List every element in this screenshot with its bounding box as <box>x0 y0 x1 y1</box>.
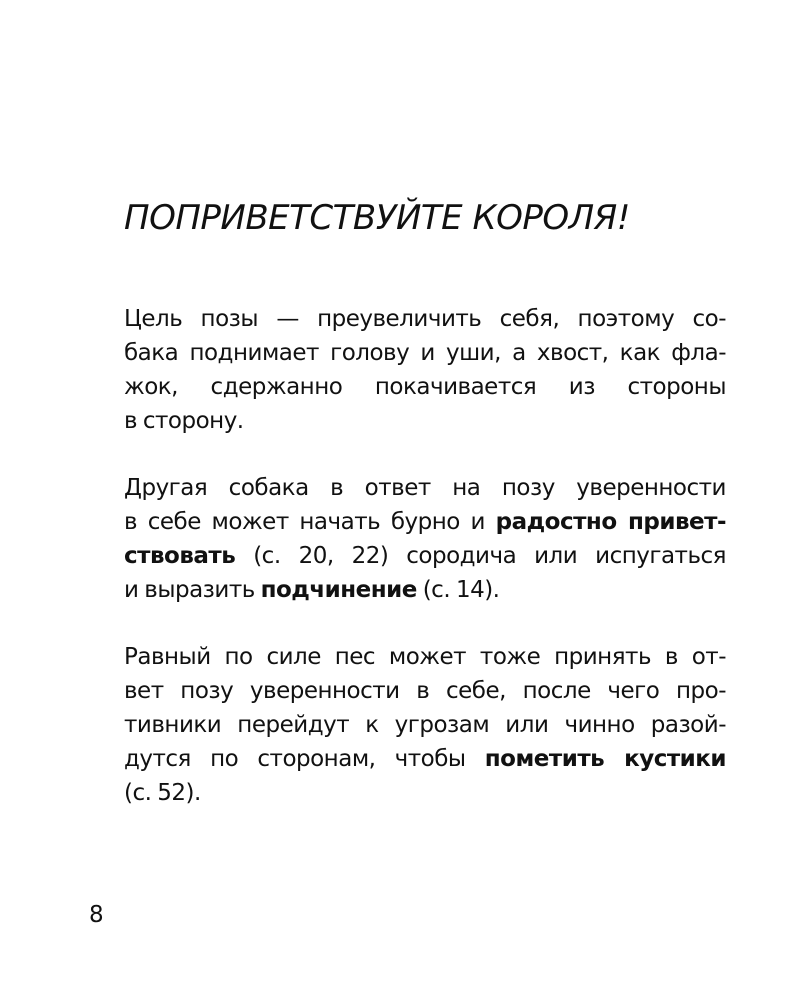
paragraph-3-text: дутся по сторонам, чтобы <box>124 746 485 772</box>
emphasis-greet-joyfully: радостно привет- <box>495 509 726 535</box>
paragraph-3-line-2: вет позу уверенности в себе, после чего про- <box>124 678 726 704</box>
paragraph-3-line-5: (с. 52). <box>124 780 201 806</box>
emphasis-mark-bushes: пометить кустики <box>484 746 726 772</box>
paragraph-3-line-3: тивники перейдут к угрозам или чинно разой- <box>124 712 726 738</box>
paragraph-3-line-1: Равный по силе пес может тоже принять в от- <box>124 644 726 670</box>
paragraph-2-text: и выразить <box>124 577 261 603</box>
paragraph-3 <box>124 640 726 810</box>
paragraph-1-line-1: Цель позы — преувеличить себя, поэтому со- <box>124 306 726 332</box>
page-title: ПОПРИВЕТСТВУЙТЕ КОРОЛЯ! <box>124 198 630 238</box>
paragraph-1-line-4: в сторону. <box>124 408 244 434</box>
paragraph-2-line-4 <box>124 573 726 607</box>
paragraph-1-line-3: жок, сдержанно покачивается из стороны <box>124 374 726 400</box>
emphasis-greet-joyfully-cont: ствовать <box>124 543 236 569</box>
paragraph-2-text: в себе может начать бурно и <box>124 509 496 535</box>
paragraph-2 <box>124 471 726 607</box>
paragraph-1-line-2: бака поднимает голову и уши, а хвост, как фла- <box>124 340 726 366</box>
paragraph-2-text: (с. 20, 22) сородича или испугаться <box>235 543 726 569</box>
paragraph-2-line-1: Другая собака в ответ на позу уверенности <box>124 475 726 501</box>
paragraph-2-text: (с. 14). <box>416 577 500 603</box>
paragraph-3-line-4 <box>124 742 726 776</box>
emphasis-submission: подчинение <box>260 577 417 603</box>
paragraph-2-line-3 <box>124 539 726 573</box>
page-number: 8 <box>89 902 104 928</box>
paragraph-1 <box>124 302 726 438</box>
paragraph-2-line-2 <box>124 505 726 539</box>
